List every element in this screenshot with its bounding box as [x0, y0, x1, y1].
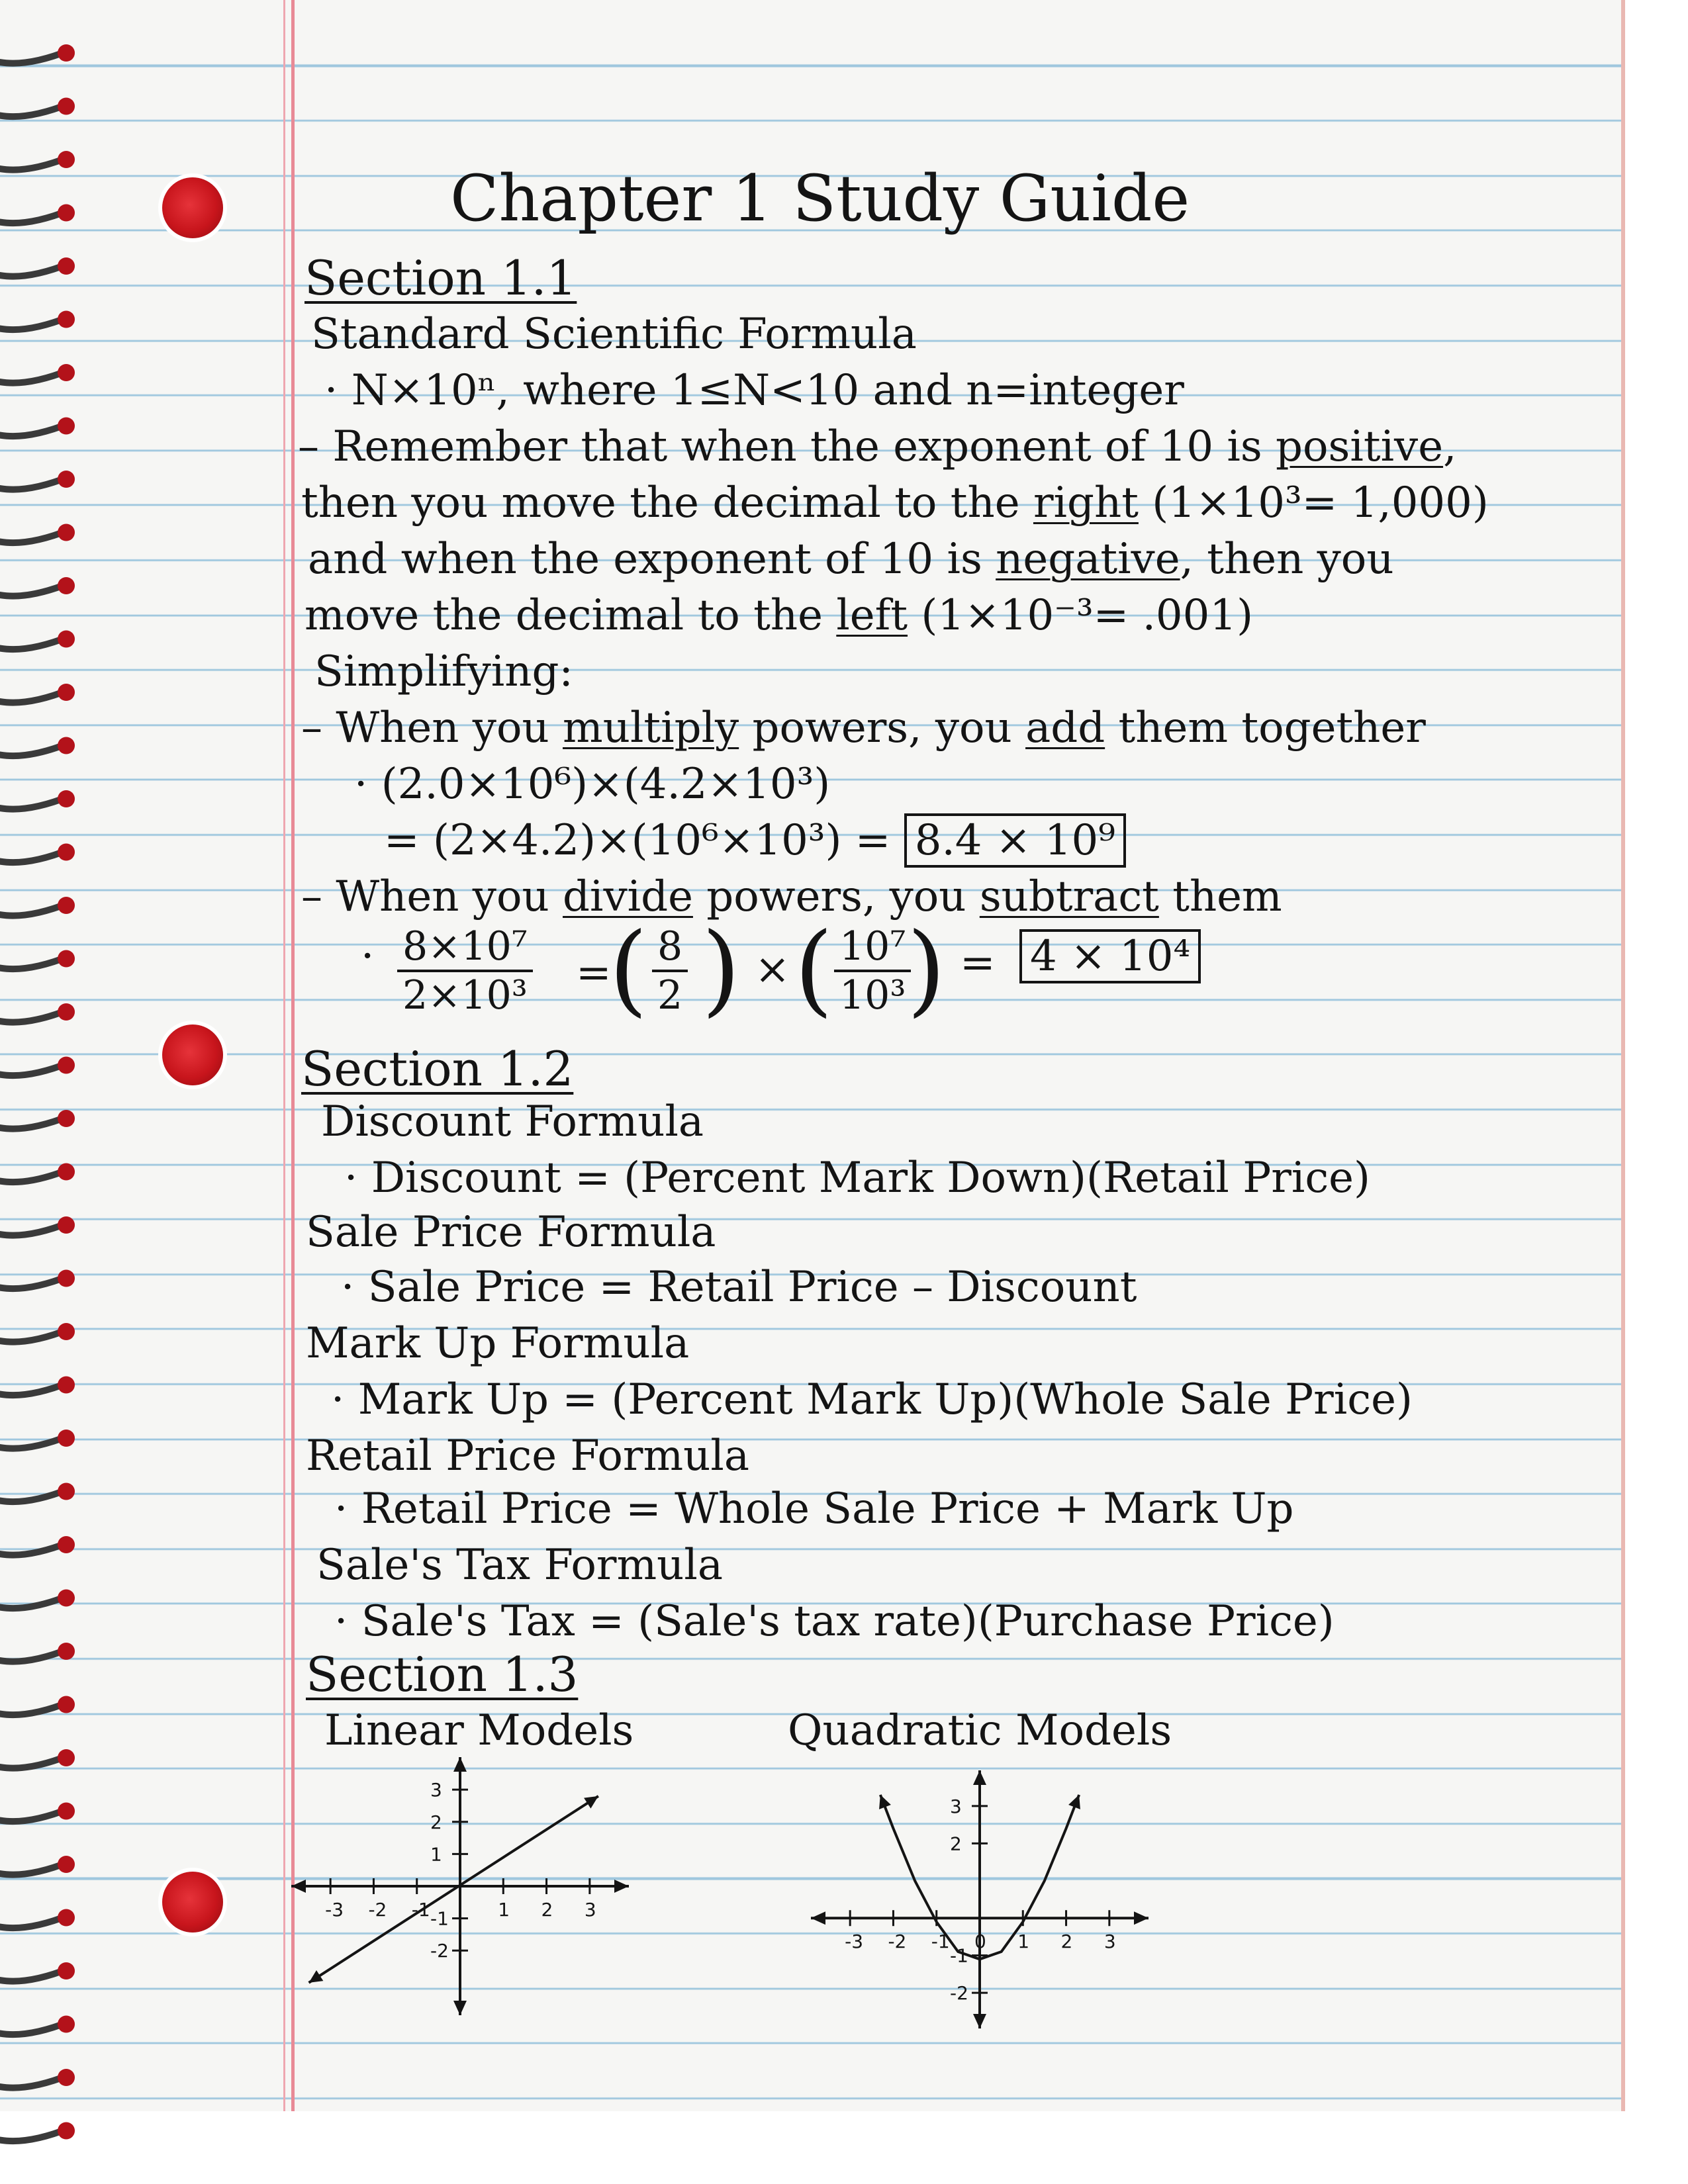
paren-open-1: ( [609, 912, 648, 1027]
divide-fraction-1-numerator: 8×10⁷ [397, 923, 533, 972]
multiply-result-box: 8.4 × 10⁹ [904, 813, 1126, 868]
retail-price-formula-bullet: · Retail Price = Whole Sale Price + Mark Up [334, 1484, 1294, 1533]
divide-result-box: 4 × 10⁴ [1019, 929, 1201, 983]
multiply-rule-mid: powers, you [739, 704, 1026, 752]
divide-fraction-2-denominator: 2 [657, 972, 683, 1019]
multiply-example-2-text: = (2×4.2)×(10⁶×10³) = [384, 816, 891, 865]
y-tick-label: -1 [950, 1944, 968, 1967]
linear-model-graph [285, 1747, 642, 2025]
divide-fraction-1 [397, 923, 533, 1019]
curve-arrow-end [584, 1796, 598, 1809]
x-tick-label: 1 [1017, 1931, 1030, 1953]
discount-formula-bullet: · Discount = (Percent Mark Down)(Retail Price) [344, 1154, 1370, 1203]
y-tick-label: 2 [430, 1811, 442, 1833]
linear-models-heading: Linear Models [324, 1706, 634, 1755]
y-tick-label: 2 [950, 1833, 962, 1855]
curve-arrow-start [309, 1970, 324, 1983]
divide-fraction-3-numerator: 10⁷ [834, 923, 911, 972]
sales-tax-formula-bullet: · Sale's Tax = (Sale's tax rate)(Purchase Price) [334, 1597, 1335, 1646]
x-axis-arrow-left [811, 1911, 825, 1925]
standard-formula-bullet: · N×10ⁿ, where 1≤N<10 and n=integer [324, 366, 1184, 415]
remember-line-2-end: (1×10³= 1,000) [1138, 478, 1489, 527]
word-subtract: subtract [979, 872, 1159, 921]
divide-fraction-3-denominator: 10³ [839, 972, 906, 1019]
remember-line-1-text: – Remember that when the exponent of 10 is [298, 422, 1276, 471]
remember-line-2 [301, 477, 1489, 529]
multiply-rule [301, 702, 1426, 754]
word-right: right [1033, 478, 1139, 527]
x-tick-label: 1 [498, 1899, 510, 1921]
y-axis-arrow-top [973, 1770, 986, 1785]
y-tick-label: -1 [430, 1907, 449, 1930]
remember-line-1 [298, 420, 1456, 473]
word-positive: positive [1276, 422, 1444, 471]
divide-bullet: · [361, 932, 375, 981]
divide-result-box-wrap [1019, 930, 1201, 983]
divide-fraction-3 [834, 923, 911, 1019]
divide-equals-2: = [960, 938, 996, 987]
word-multiply: multiply [563, 704, 739, 752]
x-tick-label: -1 [411, 1899, 430, 1921]
x-tick-label: 3 [1103, 1931, 1116, 1953]
word-divide: divide [563, 872, 693, 921]
retail-price-formula-heading: Retail Price Formula [306, 1432, 749, 1480]
divide-fraction-2 [652, 923, 688, 1019]
multiply-example-1: · (2.0×10⁶)×(4.2×10³) [354, 760, 831, 809]
divide-rule-end: them [1158, 872, 1282, 921]
quadratic-model-graph [804, 1760, 1168, 2038]
y-axis-arrow-bottom [453, 2001, 467, 2015]
y-tick-label: -2 [950, 1982, 968, 2005]
x-tick-label: -3 [325, 1899, 344, 1921]
simplifying-heading: Simplifying: [314, 647, 573, 696]
remember-line-2-text: then you move the decimal to the [301, 478, 1033, 527]
y-axis-arrow-top [453, 1757, 467, 1772]
x-axis-arrow-right [614, 1880, 629, 1893]
remember-line-4-end: (1×10⁻³= .001) [908, 591, 1254, 640]
x-tick-label: -3 [845, 1931, 864, 1953]
word-negative: negative [996, 535, 1180, 584]
y-axis-arrow-bottom [973, 2014, 986, 2028]
standard-formula-heading: Standard Scientific Formula [311, 310, 917, 359]
paren-open-2: ( [794, 912, 833, 1027]
x-tick-label: -1 [931, 1931, 950, 1953]
x-axis-arrow-left [291, 1880, 306, 1893]
x-tick-label: 2 [541, 1899, 553, 1921]
section-1-1-heading: Section 1.1 [305, 250, 577, 306]
remember-line-4-text: move the decimal to the [305, 591, 837, 640]
multiply-example-2 [384, 814, 1126, 867]
divide-rule [301, 870, 1282, 923]
x-tick-label: 0 [974, 1931, 986, 1953]
multiply-rule-text: – When you [301, 704, 563, 752]
remember-line-3 [308, 533, 1394, 586]
y-tick-label: 3 [950, 1795, 962, 1817]
x-tick-label: 2 [1060, 1931, 1073, 1953]
x-axis-arrow-right [1134, 1911, 1149, 1925]
sale-price-formula-bullet: · Sale Price = Retail Price – Discount [341, 1263, 1137, 1312]
section-1-2-heading: Section 1.2 [301, 1041, 574, 1097]
divide-fraction-1-denominator: 2×10³ [402, 972, 528, 1019]
divide-fraction-2-numerator: 8 [652, 923, 688, 972]
x-tick-label: -2 [368, 1899, 387, 1921]
page-title: Chapter 1 Study Guide [450, 161, 1190, 236]
x-tick-label: -2 [888, 1931, 907, 1953]
multiply-rule-end: them together [1105, 704, 1426, 752]
sales-tax-formula-heading: Sale's Tax Formula [316, 1541, 723, 1590]
x-tick-label: 3 [584, 1899, 596, 1921]
data-curve [309, 1796, 598, 1983]
divide-rule-mid: powers, you [692, 872, 980, 921]
remember-line-3-end: , then you [1180, 535, 1394, 584]
discount-formula-heading: Discount Formula [321, 1097, 704, 1146]
divide-times: × [755, 945, 790, 994]
remember-line-4 [305, 589, 1253, 642]
sale-price-formula-heading: Sale Price Formula [306, 1208, 716, 1257]
paren-close-1: ) [702, 912, 741, 1027]
mark-up-formula-bullet: · Mark Up = (Percent Mark Up)(Whole Sale Price) [331, 1375, 1413, 1424]
quadratic-models-heading: Quadratic Models [788, 1706, 1172, 1755]
y-tick-label: 1 [430, 1843, 442, 1866]
word-add: add [1025, 704, 1105, 752]
section-1-3-heading: Section 1.3 [306, 1647, 579, 1702]
divide-rule-text: – When you [301, 872, 563, 921]
divide-equals-1: = [576, 948, 612, 997]
paren-close-2: ) [907, 912, 946, 1027]
word-left: left [836, 591, 908, 640]
y-tick-label: -2 [430, 1940, 449, 1962]
mark-up-formula-heading: Mark Up Formula [306, 1319, 690, 1368]
remember-line-3-text: and when the exponent of 10 is [308, 535, 996, 584]
remember-line-1-end: , [1443, 422, 1457, 471]
y-tick-label: 3 [430, 1779, 442, 1801]
